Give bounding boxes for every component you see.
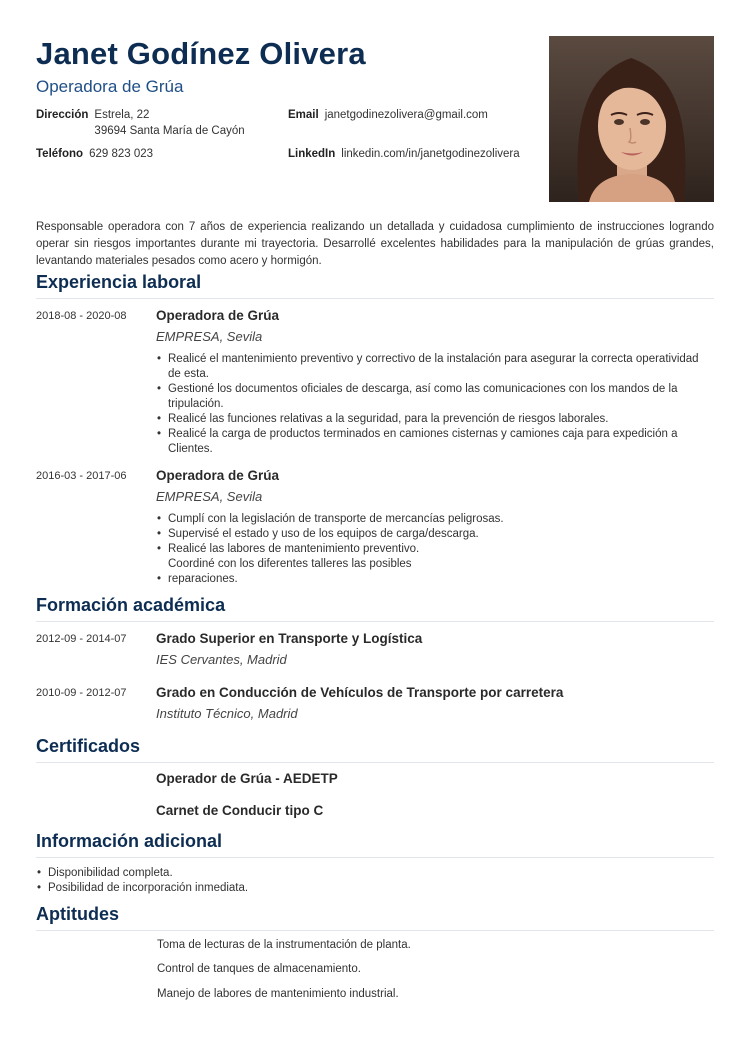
experience-section: [36, 272, 714, 299]
entry-title: Grado en Conducción de Vehículos de Transporte por carretera: [156, 685, 564, 700]
address-value: [94, 107, 244, 139]
bullet-item: • Gestioné los documentos oficiales de descarga, así como las comunicaciones con los mandos de la tripulación.: [168, 382, 714, 412]
contact-linkedin: [288, 146, 520, 162]
skills-section: [36, 904, 714, 931]
entry-date: 2012-09 - 2014-07: [36, 633, 127, 645]
education-heading: Formación académica: [36, 595, 714, 622]
candidate-name: Janet Godínez Olivera: [36, 36, 366, 71]
linkedin-label: LinkedIn: [288, 148, 336, 160]
bullet-item-continued: Coordiné con los diferentes talleres las posibles: [168, 558, 412, 570]
entry-organization: IES Cervantes, Madrid: [156, 652, 287, 667]
bullet-item: • Supervisé el estado y uso de los equipos de carga/descarga.: [168, 527, 714, 542]
entry-date: 2010-09 - 2012-07: [36, 687, 127, 699]
address-line-2: 39694 Santa María de Cayón: [94, 125, 245, 137]
entry-organization: EMPRESA, Sevila: [156, 489, 263, 504]
entry-title: Grado Superior en Transporte y Logística: [156, 631, 423, 646]
additional-info-heading: Información adicional: [36, 831, 714, 858]
skill-item: Manejo de labores de mantenimiento industrial.: [157, 988, 399, 1000]
phone-value: 629 823 023: [89, 148, 154, 160]
email-label: Email: [288, 109, 319, 121]
bullet-item: • Cumplí con la legislación de transporte de mercancías peligrosas.: [168, 512, 714, 527]
address-line-1: Estrela, 22: [94, 109, 150, 121]
entry-date: 2016-03 - 2017-06: [36, 470, 127, 482]
linkedin-value[interactable]: linkedin.com/in/janetgodinezolivera: [341, 148, 520, 160]
entry-bullets: [156, 512, 714, 587]
skill-item: Control de tanques de almacenamiento.: [157, 963, 361, 975]
certificate-item: Operador de Grúa - AEDETP: [156, 771, 338, 786]
bullet-item: • Realicé el mantenimiento preventivo y correctivo de la instalación para asegurar la correcta operatividad de esta.: [168, 352, 714, 382]
email-value[interactable]: janetgodinezolivera@gmail.com: [324, 109, 488, 121]
bullet-item: • Realicé la carga de productos terminados en camiones cisternas y camiones caja para expedición a Clientes.: [168, 427, 714, 457]
additional-info-section: [36, 831, 714, 858]
entry-date: 2018-08 - 2020-08: [36, 310, 127, 322]
portrait-image: [549, 36, 714, 202]
entry-organization: EMPRESA, Sevila: [156, 329, 263, 344]
bullet-item: • Realicé las labores de mantenimiento preventivo.: [168, 542, 714, 557]
certificates-section: [36, 736, 714, 763]
address-label: Dirección: [36, 109, 89, 121]
additional-info-item: • Disponibilidad completa.: [48, 866, 248, 881]
entry-body: [156, 685, 714, 721]
skills-heading: Aptitudes: [36, 904, 714, 931]
bullet-item: • Realicé las funciones relativas a la seguridad, para la prevención de riesgos laborales.: [168, 412, 714, 427]
candidate-role: Operadora de Grúa: [36, 77, 184, 96]
profile-photo: [549, 36, 714, 202]
certificates-heading: Certificados: [36, 736, 714, 763]
certificate-item: Carnet de Conducir tipo C: [156, 803, 324, 818]
education-section: [36, 595, 714, 622]
entry-body: [156, 468, 714, 587]
entry-body: [156, 308, 714, 457]
profile-summary: Responsable operadora con 7 años de experiencia realizando un detallada y cuidadosa cumplimiento de instrucciones logrando operar sin riesgos importantes durante mi trayectoria. Desarrollé excelentes habilidades para la manipulación de grúas grandes, levantando materiales pesados como acero y hormigón.: [36, 221, 714, 267]
contact-email: [288, 107, 488, 123]
contact-phone: [36, 146, 153, 162]
entry-bullets: [156, 352, 714, 457]
experience-heading: Experiencia laboral: [36, 272, 714, 299]
entry-title: Operadora de Grúa: [156, 308, 280, 323]
additional-info-list: [36, 866, 248, 896]
bullet-item: • reparaciones.: [168, 572, 714, 587]
additional-info-item: • Posibilidad de incorporación inmediata.: [48, 881, 248, 896]
entry-title: Operadora de Grúa: [156, 468, 280, 483]
entry-organization: Instituto Técnico, Madrid: [156, 706, 298, 721]
contact-address: [36, 107, 245, 139]
entry-body: [156, 631, 714, 667]
phone-label: Teléfono: [36, 148, 84, 160]
skill-item: Toma de lecturas de la instrumentación de planta.: [157, 939, 411, 951]
